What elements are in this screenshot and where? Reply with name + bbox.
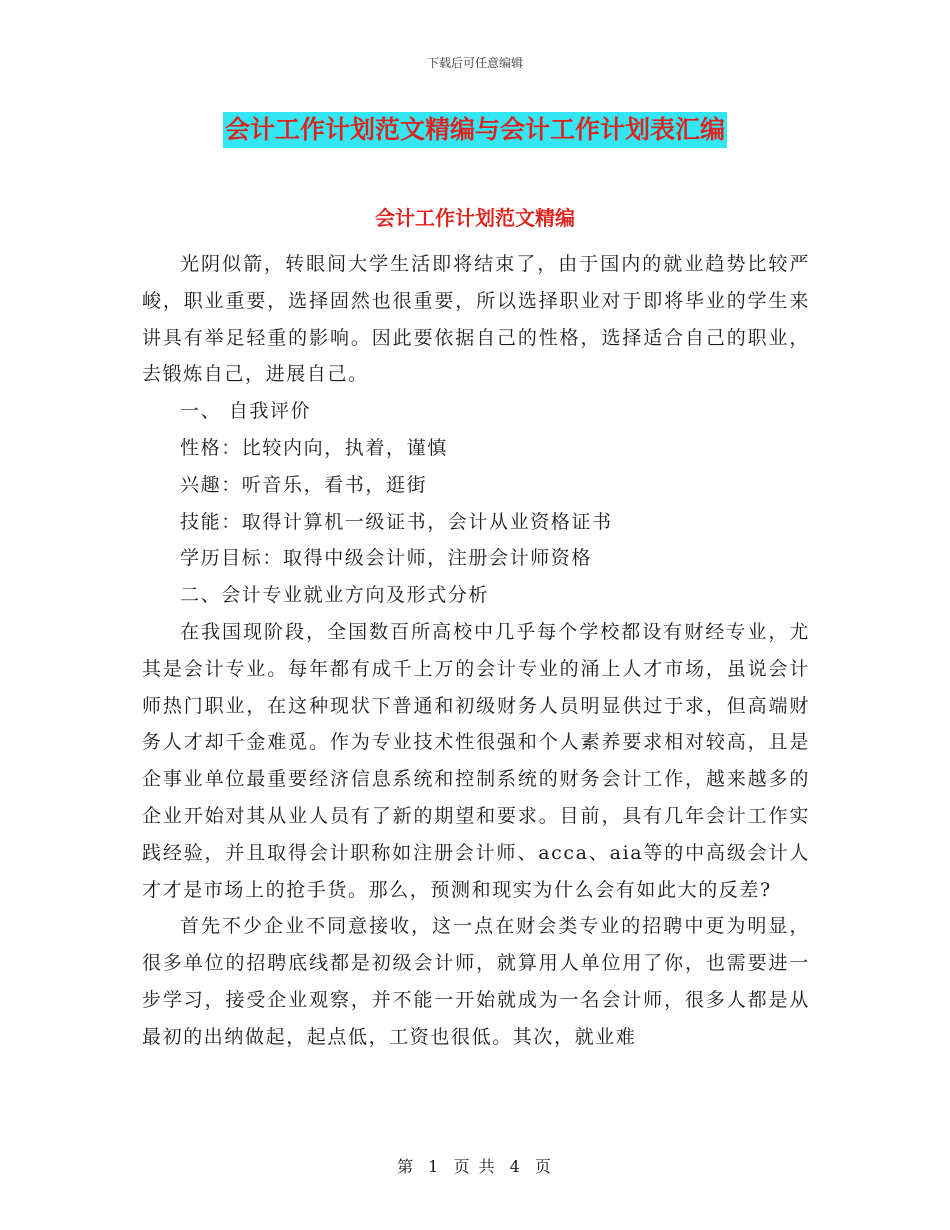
header-note: 下载后可任意编辑 [426,56,523,70]
footer-total-pages: 4 [509,1157,522,1176]
section-heading-employment-analysis: 二、会计专业就业方向及形式分析 [180,584,490,607]
main-title-wrap [0,112,950,148]
footer-middle: 页 共 [453,1157,497,1176]
paragraph-analysis: 在我国现阶段，全国数百所高校中几乎每个学校都设有财经专业，尤其是会计专业。每年都有成千上万的会计专业的涌上人才市场，虽说会计师热门职业，在这种现状下普通和初级财务人员明显供过于求，但高端财务人才却千金难觅。作为专业技术性很强和个人素养要求相对较高，且是企事业单位最重要经济信息系统和控制系统的财务会计工作，越来越多的企业开始对其从业人员有了新的期望和要求。目前，具有几年会计工作实践经验，并且取得会计职称如注册会计师、acca、aia等的中高级会计人才才是市场上的抢手货。那么，预测和现实为什么会有如此大的反差? [142,620,810,901]
section-heading-self-evaluation: 一、 自我评价 [180,400,312,423]
page-footer [0,1154,950,1177]
line-education-goal: 学历目标：取得中级会计师，注册会计师资格 [180,547,593,570]
line-skills: 技能：取得计算机一级证书，会计从业资格证书 [180,510,613,533]
paragraph-first-reason: 首先不少企业不同意接收，这一点在财会类专业的招聘中更为明显，很多单位的招聘底线都是初级会计师，就算用人单位用了你，也需要进一步学习，接受企业观察，并不能一开始就成为一名会计师，很多人都是从最初的出纳做起，起点低，工资也很低。其次，就业难 [142,915,810,1048]
footer-suffix: 页 [534,1157,553,1176]
footer-page-number: 1 [428,1157,441,1176]
document-body [142,246,810,1056]
line-personality: 性格：比较内向，执着，谨慎 [180,436,448,459]
paragraph-intro: 光阴似箭，转眼间大学生活即将结束了，由于国内的就业趋势比较严峻，职业重要，选择固然也很重要，所以选择职业对于即将毕业的学生来讲具有举足轻重的影响。因此要依据自己的性格，选择适合自己的职业，去锻炼自己，进展自己。 [142,253,810,386]
sub-title: 会计工作计划范文精编 [375,206,575,230]
footer-prefix: 第 [397,1157,416,1176]
line-interests: 兴趣：听音乐，看书，逛街 [180,473,428,496]
main-title: 会计工作计划范文精编与会计工作计划表汇编 [223,112,727,148]
